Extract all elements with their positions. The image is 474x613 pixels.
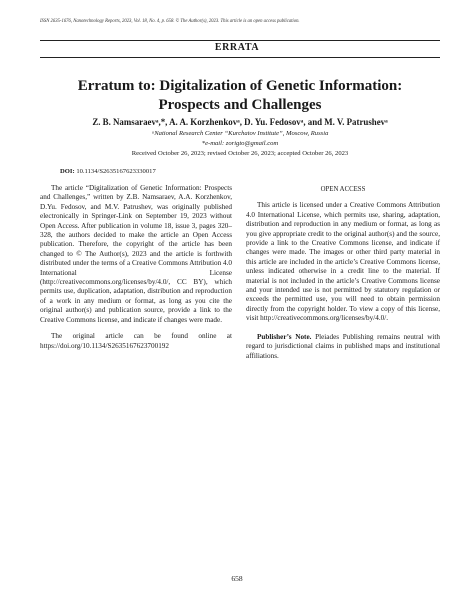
- publisher-note-label: Publisher’s Note.: [257, 332, 312, 341]
- title-line-2: Prospects and Challenges: [158, 97, 322, 113]
- doi-value[interactable]: 10.1134/S2635167623330017: [76, 168, 156, 175]
- top-rule: [40, 40, 440, 41]
- section-rule: [40, 57, 440, 58]
- open-access-heading: OPEN ACCESS: [320, 186, 366, 193]
- running-head: ISSN 2635-1676, Nanotechnology Reports, 2023, Vol. 18, No. 4, p. 658. © The Author(s), 2023. This article is an open access publication.: [40, 19, 300, 24]
- doi-line: [60, 168, 156, 175]
- affiliation: ᵃNational Research Center “Kurchatov Institute”, Moscow, Russia: [151, 130, 329, 137]
- article-dates: Received October 26, 2023; revised October 26, 2023; accepted October 26, 2023: [131, 150, 349, 157]
- article-title: [40, 77, 440, 115]
- publisher-note: [246, 333, 440, 361]
- right-column: [246, 185, 440, 361]
- left-column: [40, 184, 232, 351]
- publisher-note-text: Pleiades Publishing remains neutral with regard to jurisdictional claims in published maps and institutional affiliations.: [246, 332, 440, 360]
- open-access-text: This article is licensed under a Creative Commons Attribution 4.0 International License, which permits use, sharing, adaptation, distribution and reproduction in any medium or format, as long as you give appropriate credit to the original author(s) and the source, provide a link to the Creative Commons license, and indicate if changes were made. The images or other third party material in this article are included in the article’s Creative Commons license, unless indicated otherwise in a credit line to the material. If material is not included in the article’s Creative Commons license and your intended use is not permitted by statutory regulation or exceeds the permitted use, you will need to obtain permission directly from the copyright holder. To view a copy of this license, visit http://creativecommons.org/licenses/by/4.0/.: [246, 201, 440, 323]
- page-number: 658: [231, 574, 243, 583]
- author-list: Z. B. Namsaraevᵃ,*, A. A. Korzhenkovᵃ, D. Yu. Fedosovᵃ, and M. V. Patrushevᵃ: [92, 117, 388, 127]
- title-line-1: Erratum to: Digitalization of Genetic Information:: [77, 78, 403, 94]
- erratum-paragraph: The article “Digitalization of Genetic Information: Prospects and Challenges,” written by Z.B. Namsaraev, A.A. Korzhenkov, D.Yu. Fedosov, and M.V. Patrushev, was originally published electronically in Springer-Link on September 19, 2023 without Open Access. After publication in volume 18, issue 3, pages 320–328, the authors decided to make the article an Open Access publication. Therefore, the copyright of the article has been changed to © The Author(s), 2023 and the article is forthwith distributed under the terms of a Creative Commons Attribution 4.0 International License (http://creativecommons.org/licenses/by/4.0/, CC BY), which permits use, duplication, adaptation, distribution and reproduction of a work in any medium or format, as long as you cite the original author(s) and publication source, provide a link to the Creative Commons license, and indicate if changes were made.: [40, 184, 232, 324]
- section-label: ERRATA: [214, 42, 260, 53]
- corresponding-email: *e-mail: zorigto@gmail.com: [201, 140, 279, 147]
- original-article-link-paragraph: The original article can be found online at https://doi.org/10.1134/S2635167623700192: [40, 332, 232, 350]
- doi-label: DOI:: [60, 168, 75, 175]
